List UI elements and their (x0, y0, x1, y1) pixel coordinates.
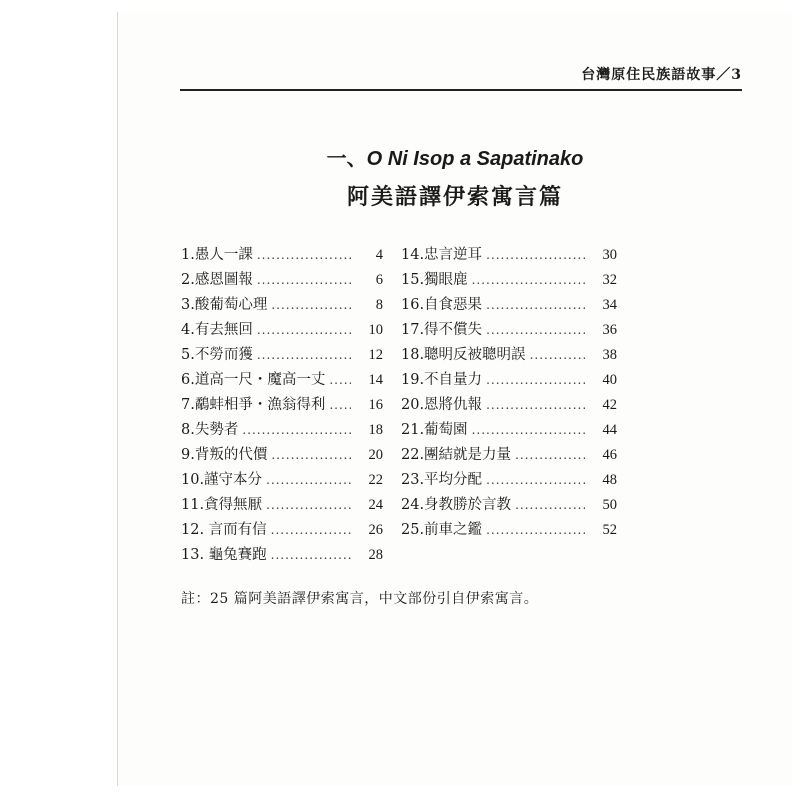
toc-entry-title: 14.忠言逆耳 (401, 247, 483, 263)
toc-column-right (401, 243, 617, 543)
toc-entry-page: 30 (602, 247, 617, 263)
toc-entry (401, 243, 617, 268)
toc-entry-title: 5.不勞而獲 (181, 347, 253, 363)
toc-entry-page: 36 (602, 322, 617, 338)
toc-entry-title: 21.葡萄園 (401, 422, 468, 438)
toc-entry-page: 12 (368, 347, 383, 363)
toc-entry-title: 25.前車之鑑 (401, 522, 483, 538)
toc-entry (181, 543, 383, 568)
chapter-number: 一、 (326, 146, 367, 170)
toc-entry-title: 23.平均分配 (401, 472, 483, 488)
dot-leader (472, 268, 585, 293)
toc-entry-title: 3.酸葡萄心理 (181, 297, 268, 313)
toc-entry (181, 468, 383, 493)
toc-entry-page: 6 (375, 272, 383, 288)
dot-leader (486, 393, 585, 418)
dot-leader (329, 393, 351, 418)
dot-leader (257, 318, 351, 343)
toc-entry-page: 34 (602, 297, 617, 313)
toc-entry-page: 20 (368, 447, 383, 463)
toc-entry-page: 48 (602, 472, 617, 488)
toc-entry-title: 20.恩將仇報 (401, 397, 483, 413)
toc-entry-page: 52 (602, 522, 617, 538)
toc-entry (181, 493, 383, 518)
dot-leader (257, 243, 351, 268)
chapter-subtitle: 阿美語譯伊索寓言篇 (346, 184, 563, 210)
toc-entry-title: 12. 言而有信 (181, 522, 267, 538)
toc-entry (181, 393, 383, 418)
toc-entry (401, 293, 617, 318)
dot-leader (472, 418, 585, 443)
toc-entry (401, 368, 617, 393)
toc-entry-title: 11.貪得無厭 (181, 497, 263, 513)
dot-leader (515, 443, 585, 468)
book-page (117, 12, 792, 786)
toc-entry-title: 15.獨眼鹿 (401, 272, 468, 288)
toc-entry (181, 418, 383, 443)
toc-entry (401, 418, 617, 443)
toc-entry (401, 268, 617, 293)
toc-entry-title: 6.道高一尺・魔高一丈 (181, 372, 326, 388)
toc-entry-title: 17.得不償失 (401, 322, 483, 338)
dot-leader (530, 343, 585, 368)
toc-entry (181, 268, 383, 293)
toc-entry (181, 368, 383, 393)
toc-entry-title: 8.失勢者 (181, 422, 239, 438)
toc-entry-page: 32 (602, 272, 617, 288)
dot-leader (486, 293, 585, 318)
chapter-title-amis: O Ni Isop a Sapatinako (366, 148, 584, 170)
toc-entry-title: 22.團結就是力量 (401, 447, 512, 463)
toc-entry-title: 1.愚人一課 (181, 247, 253, 263)
dot-leader (257, 343, 351, 368)
toc-entry-title: 18.聰明反被聰明誤 (401, 347, 526, 363)
dot-leader (271, 443, 351, 468)
toc-entry-page: 44 (602, 422, 617, 438)
toc-entry (401, 493, 617, 518)
toc-entry-page: 24 (368, 497, 383, 513)
toc-entry-title: 4.有去無回 (181, 322, 253, 338)
toc-entry-page: 38 (602, 347, 617, 363)
toc-entry-page: 26 (368, 522, 383, 538)
dot-leader (242, 418, 351, 443)
toc-entry-page: 22 (368, 472, 383, 488)
toc-entry-title: 24.身教勝於言教 (401, 497, 512, 513)
dot-leader (486, 468, 585, 493)
toc-entry (401, 518, 617, 543)
dot-leader (257, 268, 351, 293)
toc-entry-page: 4 (375, 247, 383, 263)
toc-entry-title: 19.不自量力 (401, 372, 483, 388)
toc-entry-title: 13. 龜兔賽跑 (181, 547, 267, 563)
dot-leader (486, 518, 585, 543)
running-header: 台灣原住民族語故事／3 (581, 67, 742, 83)
toc-entry (181, 518, 383, 543)
toc-entry-page: 50 (602, 497, 617, 513)
dot-leader (271, 518, 351, 543)
toc-entry (401, 443, 617, 468)
dot-leader (271, 293, 351, 318)
toc-entry (181, 343, 383, 368)
toc-entry (181, 243, 383, 268)
chapter-title (118, 142, 792, 171)
toc-entry-page: 28 (368, 547, 383, 563)
toc-entry-page: 46 (602, 447, 617, 463)
toc-entry (181, 293, 383, 318)
toc-entry (401, 318, 617, 343)
toc-entry-page: 8 (375, 297, 383, 313)
toc-entry (401, 468, 617, 493)
dot-leader (486, 368, 585, 393)
toc-column-left (181, 243, 383, 568)
dot-leader (486, 243, 585, 268)
toc-entry-page: 40 (602, 372, 617, 388)
dot-leader (515, 493, 585, 518)
toc-entry-page: 14 (368, 372, 383, 388)
dot-leader (271, 543, 351, 568)
toc-entry-title: 7.鷸蚌相爭・漁翁得利 (181, 397, 326, 413)
toc-entry-page: 16 (368, 397, 383, 413)
toc-entry-page: 10 (368, 322, 383, 338)
header-rule (180, 89, 742, 91)
toc-entry-page: 42 (602, 397, 617, 413)
toc-entry-title: 2.感恩圖報 (181, 272, 253, 288)
footnote: 註：25 篇阿美語譯伊索寓言，中文部份引自伊索寓言。 (181, 591, 539, 607)
toc-entry-title: 16.自食惡果 (401, 297, 483, 313)
toc-entry-title: 10.謹守本分 (181, 472, 263, 488)
toc-entry-page: 18 (368, 422, 383, 438)
dot-leader (266, 493, 351, 518)
dot-leader (486, 318, 585, 343)
toc-entry-title: 9.背叛的代價 (181, 447, 268, 463)
dot-leader (329, 368, 351, 393)
dot-leader (266, 468, 351, 493)
toc-entry (401, 393, 617, 418)
toc-entry (401, 343, 617, 368)
toc-entry (181, 443, 383, 468)
toc-entry (181, 318, 383, 343)
